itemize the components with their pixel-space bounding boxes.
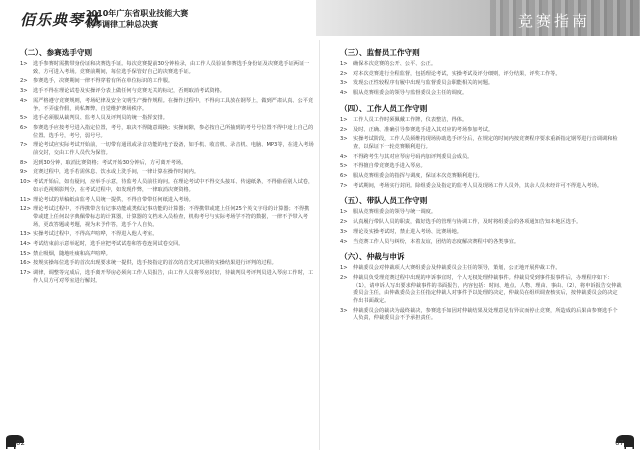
rule-number: 3>: [340, 307, 348, 314]
rule-item: [18, 160, 314, 168]
rule-number: 2>: [20, 78, 28, 85]
rule-number: 4>: [340, 90, 348, 97]
rule-item: [18, 115, 314, 123]
rule-item: [18, 231, 314, 239]
rule-text: 竞赛过程中，选手若需休息、饮水或上洗手间，一律计算在操作时间内。: [33, 169, 200, 176]
rule-number: 2>: [340, 70, 348, 77]
rule-item: [338, 154, 622, 162]
rule-item: [338, 265, 622, 273]
rule-item: [18, 88, 314, 96]
rule-text: 考试期间，考场实行封闭。除组委会及指定的监考人员及现场工作人员外，其余人员未经许可不得进入考场。: [353, 182, 603, 189]
rule-number: 3>: [20, 88, 28, 95]
rule-number: 4>: [340, 238, 348, 245]
rule-number: 16>: [20, 260, 31, 267]
rule-number: 5>: [20, 115, 28, 122]
rule-text: 理论考试应实际考试开始前，一切带有通讯或录音功能的电子设备，如手机、收音机、录音机、电脑、MP3等，在进入考场前交封，交由工作人员代为保管。: [33, 142, 314, 157]
right-column: [338, 47, 622, 325]
rule-item: [338, 275, 622, 306]
rule-item: [18, 197, 314, 205]
left-column: [18, 47, 314, 288]
rule-number: 2>: [340, 274, 348, 281]
rule-item: [338, 163, 622, 171]
rule-text: 认真履行带队人员的职责，做好选手的管理与协调工作，及时将组委会的各项通知告知本地区选手。: [353, 219, 582, 226]
page-number-left: 02: [16, 439, 25, 447]
rule-text: 服从竞赛组委会的领导与统一调度。: [353, 209, 437, 216]
event-title-line1: 2010年广东省职业技能大赛: [86, 9, 189, 18]
rule-number: 13>: [20, 231, 31, 238]
title-banner: [316, 0, 640, 36]
rule-item: [18, 61, 314, 76]
rule-text: 按规实操每位选手的首次出现要求统一提供，选手按指定的首次的首先对其照的实操结果进行评判的过程。: [33, 260, 277, 267]
rule-item: [18, 125, 314, 140]
rule-text: 考试开始后，如有疑问，应举手示意，待监考人员前往询问。在理论考试中不得交头接耳、传递纸条，不得偷看别人试卷，如示范视频影判分，在考试过程中，如发现作弊，一律取消决赛资格。: [33, 179, 314, 193]
rule-number: 2>: [340, 126, 348, 133]
rule-text: 理论考试的草稿纸由监考人员统一提供，不得自带带任何纸进入考场。: [33, 196, 194, 203]
rule-text: 确保本次竞赛的公开、公平、公正。: [353, 61, 437, 67]
rule-item: [18, 206, 314, 229]
rule-text: 不得擅自带竞赛选手进入琴房。: [353, 163, 426, 170]
rule-item: [338, 209, 622, 217]
rule-text: 仲裁委员会的裁决为最终裁决，参赛选手如因对仲裁结果及处理意见有异议而停止竞赛，所造成的后果由参赛选手个人负责，仲裁委员会不予承担责任。: [353, 307, 618, 322]
rule-item: [338, 90, 622, 98]
rule-text: 服从竞赛组委会的领导与监督委员会主任的调度。: [353, 90, 468, 97]
rule-item: [18, 241, 314, 249]
rule-number: 12>: [20, 206, 31, 213]
rule-number: 2>: [340, 219, 348, 226]
rule-text: 理论及实操考试时，禁止进入考场、比赛场地。: [353, 228, 462, 235]
rule-item: [338, 239, 622, 247]
rule-number: 1>: [340, 116, 348, 123]
rule-item: [18, 270, 314, 285]
rule-item: [18, 142, 314, 157]
page-number-right: 07: [615, 439, 624, 447]
rule-number: 11>: [20, 196, 31, 203]
rule-item: [338, 117, 622, 125]
rule-text: 及时、正确、准确引导参赛选手进入其对应的考场参加考试。: [353, 126, 494, 133]
rule-number: 14>: [20, 241, 31, 248]
rule-item: [338, 80, 622, 88]
rule-text: 迟到30分钟，取消比赛资格；考试开始30分钟后，方可离开考场。: [33, 159, 187, 166]
rule-item: [18, 169, 314, 177]
rule-number: 1>: [340, 61, 348, 67]
page-fold-divider: [319, 40, 320, 450]
rule-text: 选手参赛时需携带身份证和决赛选手证。每次竞赛提前30分钟检录，由工作人员验证参赛选手身份证及决赛选手证两证一致，方可进入考场。竞赛前期间，每位选手保管好自己的决赛选手证。: [33, 61, 310, 75]
event-title-line2: 钢琴调律工种总决赛: [86, 20, 158, 29]
rule-text: 实操考试过程中，不得高声喧哗，不得进入他人考室。: [33, 231, 158, 238]
event-title: [86, 8, 188, 30]
rule-number: 1>: [340, 209, 348, 216]
rule-number: 1>: [20, 61, 28, 67]
section-title: （五）、带队人员工作守则: [340, 196, 428, 206]
rule-text: 理论考试过程中，不得携带含有记事功能或类似记事功能的计算器；不得携带或建上任何25个英文字母的计算器；不得携带或建上任何以字典佩带标志的计算器，计算器的文档未入员检查，机构考号与实际考场学不符的数据，一律不予带入考场，更改答题或考题，视为未予作答，选手个人自负。: [33, 206, 310, 228]
rule-item: [338, 127, 622, 135]
rule-number: 3>: [340, 80, 348, 87]
rule-item: [18, 260, 314, 268]
rule-text: 需严格遵守竞赛规则，考场纪律及安全文明生产操作规程。在操作过程中，不得向工具放在钢琴上，做到严肃认真、公平竞争，不弄虚作假，尚私舞弊，自觉维护赛场秩序。: [33, 97, 314, 112]
rule-text: 对本次竞赛进行全程监督，包括理论考试，实操考试及评分细则，评分结果，评奖工作等。: [353, 70, 561, 77]
rule-item: [338, 308, 622, 323]
section-title: （四）、工作人员工作守则: [340, 103, 428, 113]
rule-number: 8>: [20, 159, 28, 166]
rule-item: [338, 136, 622, 151]
section-title: （三）、监督员工作守则: [340, 48, 420, 57]
page-header: [0, 0, 640, 40]
rule-text: 实操考试阶段，工作人员须维持现场协助选手评分后，在规定的时间内按竞赛程序要求重新指定钢琴进行音调调和检查，以保证下一轮竞赛顺利进行。: [353, 136, 618, 150]
rule-text: 服从竞赛组委会的指挥与调度，保证本次竞赛顺利进行。: [353, 173, 483, 180]
rule-text: 仲裁委员会对仲裁项人大赛组委会及仲裁委员会主任的领导，策划，公正地开展仲裁工作。: [353, 265, 561, 272]
rule-number: 4>: [340, 153, 348, 160]
rule-text: 仲裁员负受理竞赛过程中出现的申诉事宜时，个人无权处理仲裁事件。仲裁员受到事件报事件后，办理程序如下：（1），请申诉人写出要求仲裁事件的书面报告，内容包括：时间、地点、人物、理由、事由、（2），将申诉报告交仲裁委员会主任，由仲裁委员会主任指定仲裁人对事件予以处理的决定，仲裁员在组织调查核实后，按仲裁委员会的决定作出书面裁定。: [353, 274, 622, 305]
rule-text: 调律，调整等完成后，选手离开琴房必须向工作人员报告，由工作人员将琴房封好，待裁判员考评判员进入琴房工作时，工作人员方可对琴室进行解封。: [33, 270, 314, 284]
rule-item: [18, 98, 314, 113]
rule-number: 7>: [20, 142, 28, 149]
rule-number: 3>: [340, 228, 348, 235]
rule-text: 参赛选手应按考号进入指定位置，考号，取决不得随意调换；实操间隙，参必按自己所抽到的考号号位置不得中途上自己的位置。选手号，考号，弱号号。: [33, 124, 314, 139]
rule-text: 当竞赛工作人员与纠纷，本着友谊，团结的态度解决赛程中的各类事宜。: [353, 238, 520, 245]
brand-logo: 佰乐典琴林: [20, 11, 101, 29]
section-title: （二）、参赛选手守则: [20, 48, 93, 57]
rule-item: [338, 71, 622, 79]
rule-number: 15>: [20, 250, 31, 257]
rule-text: 考试结束前示意举起时，选手应把考试试卷和答卷连同试卷交回。: [33, 241, 184, 248]
rule-text: 工作人员工作时须佩戴工作牌，仪表整洁，得体。: [353, 116, 468, 123]
rule-item: [18, 251, 314, 259]
rule-number: 6>: [20, 124, 28, 131]
left-item-list: [18, 61, 314, 286]
rule-number: 3>: [340, 136, 348, 143]
rule-text: 参赛选手，决赛期间一律不得穿着有所在单位标识的工作服。: [33, 78, 174, 85]
rule-number: 9>: [20, 169, 28, 176]
rule-number: 17>: [20, 270, 31, 277]
rule-item: [338, 229, 622, 237]
rule-item: [338, 61, 622, 69]
rule-number: 1>: [340, 265, 348, 272]
rule-number: 4>: [20, 97, 28, 104]
rule-item: [338, 183, 622, 191]
rule-text: 不得跨考生与其对应琴房号码内加评判委员会成员。: [353, 153, 473, 160]
rule-number: 7>: [340, 182, 348, 189]
rule-number: 6>: [340, 173, 348, 180]
rule-item: [338, 173, 622, 181]
section-title: （六）、仲裁与申诉: [340, 252, 405, 262]
rule-item: [18, 78, 314, 86]
rule-text: 发现公正性较程序有履中出现与监督委员会职能相关的问题。: [353, 80, 494, 87]
rule-text: 禁止吸烟，随地吐痰和高声喧哗。: [33, 250, 111, 257]
page-title: 竞赛指南: [518, 12, 591, 30]
rule-item: [338, 219, 622, 227]
rule-text: 选手必须服从裁判员、监考人员及评判员的统一指挥安排。: [33, 115, 168, 122]
rule-item: [18, 179, 314, 194]
rule-number: 10>: [20, 179, 31, 186]
rule-text: 选手不得在理论试卷及实操评分表上做任何与竞赛无关的标记，否则取消考试资格。: [33, 88, 225, 95]
rule-number: 5>: [340, 163, 348, 170]
